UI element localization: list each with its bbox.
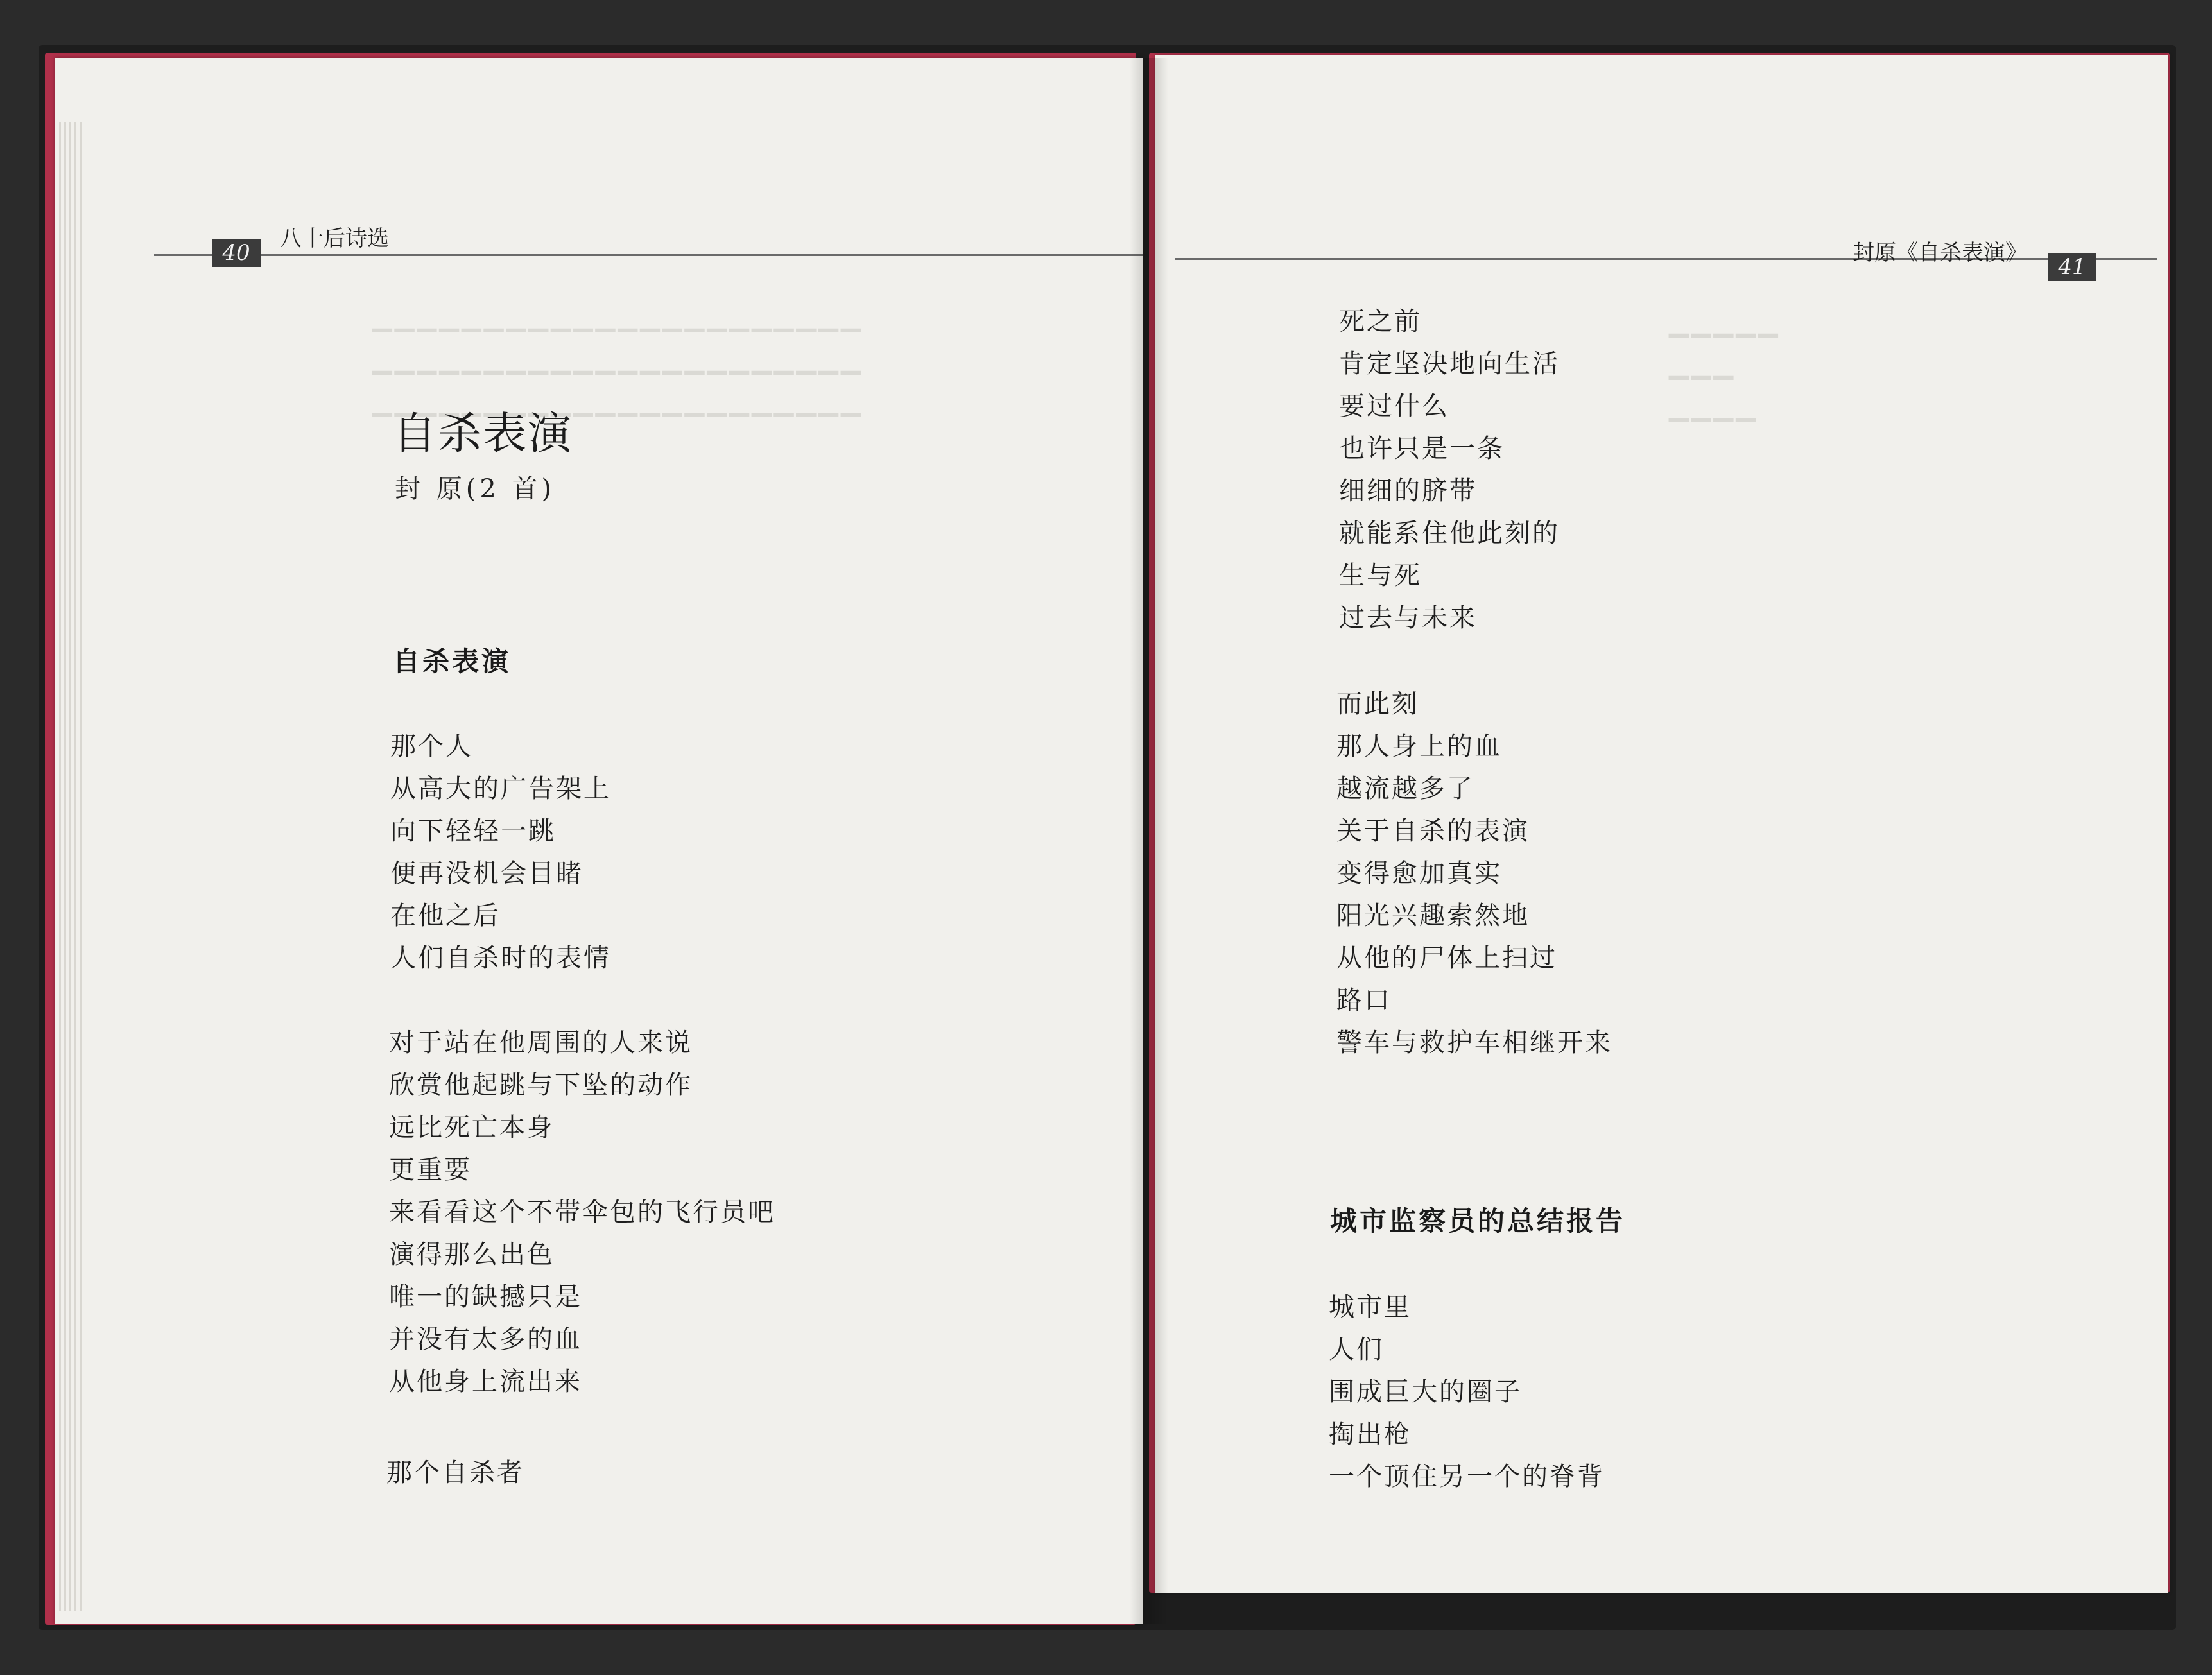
page-edge xyxy=(64,122,66,1611)
poem-line: 人们 xyxy=(1329,1335,1384,1364)
show-through-texture: ▁▁▁▁▁ ▁▁▁ ▁▁▁▁ xyxy=(1669,308,1781,422)
poem-line: 那个人 xyxy=(390,732,473,761)
poem-line: 唯一的缺撼只是 xyxy=(389,1282,582,1312)
poem-line: 细细的脐带 xyxy=(1339,476,1477,506)
poem-title: 城市监察员的总结报告 xyxy=(1330,1205,1626,1237)
poem-line: 过去与未来 xyxy=(1339,603,1477,633)
poem-line: 围成巨大的圈子 xyxy=(1329,1377,1522,1407)
poem-line: 也许只是一条 xyxy=(1339,434,1505,463)
poem-line: 肯定坚决地向生活 xyxy=(1339,349,1560,379)
running-head-left: 八十后诗选 xyxy=(280,226,389,252)
poem-line: 在他之后 xyxy=(390,901,501,931)
poem-stanza-1 xyxy=(390,725,611,979)
page-number-right: 41 xyxy=(2048,253,2096,281)
book-gutter xyxy=(1130,58,1168,1624)
poem-line: 城市里 xyxy=(1329,1293,1412,1322)
poem-stanza-1 xyxy=(1329,1286,1605,1498)
poem-line: 演得那么出色 xyxy=(389,1240,555,1269)
poem-line: 人们自杀时的表情 xyxy=(390,943,611,973)
poem-line: 一个顶住另一个的脊背 xyxy=(1329,1462,1605,1491)
author-byline: 封 原(2 首) xyxy=(395,474,556,504)
page-edge xyxy=(69,122,71,1611)
poem-line: 从他的尸体上扫过 xyxy=(1336,943,1557,973)
page-edge xyxy=(80,122,82,1611)
poem-line: 那人身上的血 xyxy=(1336,732,1502,761)
poem-line: 变得愈加真实 xyxy=(1336,859,1502,888)
poem-line: 并没有太多的血 xyxy=(389,1325,582,1354)
poem-line: 掏出枪 xyxy=(1329,1420,1412,1449)
poem-line: 越流越多了 xyxy=(1336,774,1474,803)
page-edge xyxy=(74,122,76,1611)
poem-line: 警车与救护车相继开来 xyxy=(1336,1028,1612,1058)
poem-line: 向下轻轻一跳 xyxy=(390,816,556,846)
poem-line: 对于站在他周围的人来说 xyxy=(389,1028,693,1058)
poem-line: 来看看这个不带伞包的飞行员吧 xyxy=(389,1198,775,1227)
poem-line: 更重要 xyxy=(389,1155,472,1185)
header-rule-left xyxy=(154,254,1143,256)
page-edge xyxy=(59,122,61,1611)
right-page xyxy=(1155,55,2168,1593)
poem-line: 从高大的广告架上 xyxy=(390,774,611,803)
poem-line: 那个自杀者 xyxy=(386,1458,524,1488)
poem-line: 路口 xyxy=(1336,986,1392,1015)
running-head-right: 封原《自杀表演》 xyxy=(1853,240,2027,266)
show-through-texture: ▁▁▁▁▁▁▁▁▁▁▁▁▁▁▁▁▁▁▁▁▁▁ ▁▁▁▁▁▁▁▁▁▁▁▁▁▁▁▁▁▁▁▁▁▁ ▁▁▁▁▁▁▁▁▁▁▁▁▁▁▁▁▁▁▁▁▁▁ xyxy=(372,303,863,417)
poem-line: 而此刻 xyxy=(1336,689,1419,719)
poem-line: 关于自杀的表演 xyxy=(1336,816,1530,846)
poem-line: 生与死 xyxy=(1339,561,1422,590)
poem-line: 阳光兴趣索然地 xyxy=(1336,901,1530,931)
poem-stanza-3 xyxy=(386,1452,524,1494)
page-number-left: 40 xyxy=(212,239,261,267)
poem-title: 自杀表演 xyxy=(393,646,512,677)
poem-line: 欣赏他起跳与下坠的动作 xyxy=(389,1070,693,1100)
poem-stanza-continued-1 xyxy=(1339,300,1560,639)
poem-line: 远比死亡本身 xyxy=(389,1113,555,1142)
poem-line: 便再没机会目睹 xyxy=(390,859,583,888)
poem-stanza-continued-2 xyxy=(1336,683,1612,1064)
poem-line: 就能系住他此刻的 xyxy=(1339,519,1560,548)
poem-line: 从他身上流出来 xyxy=(389,1367,582,1396)
collection-title: 自杀表演 xyxy=(393,409,573,460)
poem-line: 要过什么 xyxy=(1339,391,1449,421)
poem-line: 死之前 xyxy=(1339,307,1422,336)
poem-stanza-2 xyxy=(389,1022,775,1403)
